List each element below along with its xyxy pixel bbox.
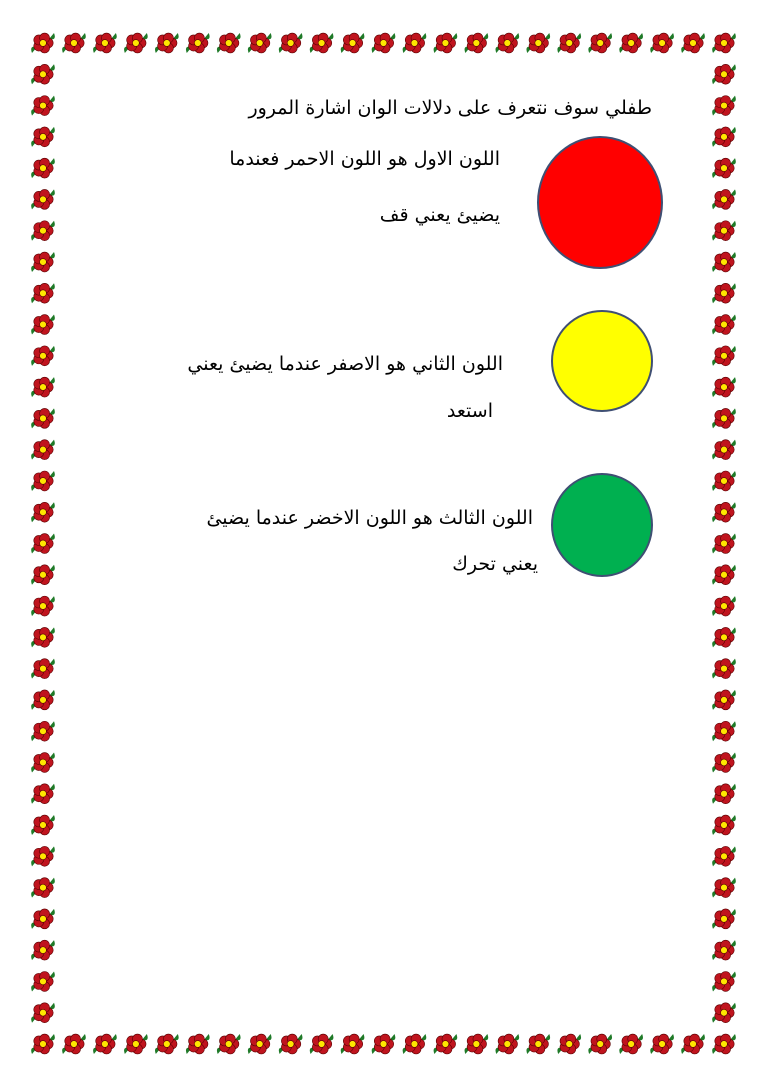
flower-icon (712, 221, 736, 241)
flower-icon (712, 534, 736, 554)
flower-icon (712, 565, 736, 585)
flower-icon (712, 878, 736, 898)
flower-icon (31, 252, 55, 272)
flower-icon (712, 471, 736, 491)
flower-icon (31, 189, 55, 209)
flower-icon (279, 1034, 303, 1054)
flower-icon (712, 846, 736, 866)
flower-icon (31, 221, 55, 241)
flower-icon (31, 596, 55, 616)
flower-icon (650, 33, 674, 53)
flower-icon (712, 971, 736, 991)
flower-icon (31, 502, 55, 522)
flower-icon (310, 1034, 334, 1054)
flower-icon (31, 440, 55, 460)
flower-icon (712, 690, 736, 710)
flower-icon (619, 1034, 643, 1054)
flower-icon (712, 627, 736, 647)
flower-icon (93, 1034, 117, 1054)
flower-icon (31, 534, 55, 554)
flower-icon (31, 846, 55, 866)
flower-icon (155, 1034, 179, 1054)
flower-icon (712, 659, 736, 679)
flower-icon (712, 315, 736, 335)
flower-icon (712, 596, 736, 616)
flower-icon (712, 1003, 736, 1023)
flower-icon (31, 1034, 55, 1054)
flower-icon (712, 940, 736, 960)
flower-icon (434, 33, 458, 53)
flower-icon (372, 33, 396, 53)
flower-icon (403, 1034, 427, 1054)
flower-icon (712, 283, 736, 303)
green-light-text-line-2: يعني تحرك (452, 553, 538, 575)
yellow-light-circle (551, 310, 653, 412)
flower-icon (31, 283, 55, 303)
flower-icon (588, 1034, 612, 1054)
flower-icon (341, 33, 365, 53)
red-light-circle (537, 136, 663, 269)
flower-icon (712, 721, 736, 741)
flower-icon (712, 127, 736, 147)
page-title: طفلي سوف نتعرف على دلالات الوان اشارة المرور (248, 97, 652, 119)
flower-icon (526, 1034, 550, 1054)
flower-icon (712, 96, 736, 116)
flower-icon (31, 377, 55, 397)
flower-icon (62, 1034, 86, 1054)
flower-icon (186, 33, 210, 53)
flower-icon (681, 33, 705, 53)
flower-icon (31, 784, 55, 804)
flower-icon (712, 815, 736, 835)
flower-icon (712, 64, 736, 84)
flower-icon (31, 878, 55, 898)
flower-icon (31, 659, 55, 679)
flower-icon (31, 33, 55, 53)
flower-icon (31, 752, 55, 772)
red-light-text-line-1: اللون الاول هو اللون الاحمر فعندما (229, 148, 500, 170)
flower-icon (619, 33, 643, 53)
flower-icon (557, 33, 581, 53)
flower-icon (93, 33, 117, 53)
flower-icon (31, 346, 55, 366)
flower-icon (279, 33, 303, 53)
flower-icon (31, 940, 55, 960)
flower-icon (31, 471, 55, 491)
flower-icon (341, 1034, 365, 1054)
flower-icon (31, 627, 55, 647)
flower-icon (712, 158, 736, 178)
flower-icon (588, 33, 612, 53)
flower-icon (62, 33, 86, 53)
flower-icon (31, 315, 55, 335)
flower-icon (712, 252, 736, 272)
flower-icon (217, 33, 241, 53)
flower-icon (681, 1034, 705, 1054)
flower-icon (248, 33, 272, 53)
flower-icon (310, 33, 334, 53)
flower-icon (372, 1034, 396, 1054)
flower-icon (31, 909, 55, 929)
red-light-text-line-2: يضيئ يعني قف (379, 204, 500, 226)
flower-icon (526, 33, 550, 53)
flower-icon (712, 346, 736, 366)
flower-icon (434, 1034, 458, 1054)
flower-icon (465, 33, 489, 53)
flower-icon (712, 189, 736, 209)
flower-icon (248, 1034, 272, 1054)
flower-icon (124, 1034, 148, 1054)
flower-icon (557, 1034, 581, 1054)
flower-icon (217, 1034, 241, 1054)
flower-icon (31, 158, 55, 178)
flower-icon (712, 408, 736, 428)
flower-icon (31, 64, 55, 84)
flower-icon (31, 971, 55, 991)
flower-icon (496, 1034, 520, 1054)
flower-icon (712, 909, 736, 929)
flower-icon (496, 33, 520, 53)
flower-icon (712, 784, 736, 804)
flower-icon (712, 752, 736, 772)
flower-icon (712, 377, 736, 397)
flower-icon (31, 690, 55, 710)
flower-icon (31, 127, 55, 147)
flower-icon (712, 33, 736, 53)
flower-icon (31, 815, 55, 835)
flower-icon (155, 33, 179, 53)
flower-icon (31, 1003, 55, 1023)
flower-icon (31, 96, 55, 116)
yellow-light-text-line-1: اللون الثاني هو الاصفر عندما يضيئ يعني (187, 353, 503, 375)
green-light-text-line-1: اللون الثالث هو اللون الاخضر عندما يضيئ (206, 507, 533, 529)
flower-icon (650, 1034, 674, 1054)
flower-icon (31, 408, 55, 428)
flower-icon (465, 1034, 489, 1054)
green-light-circle (551, 473, 653, 577)
flower-icon (712, 440, 736, 460)
flower-icon (186, 1034, 210, 1054)
yellow-light-text-line-2: استعد (446, 400, 493, 422)
flower-icon (124, 33, 148, 53)
flower-icon (712, 502, 736, 522)
flower-icon (31, 721, 55, 741)
flower-icon (31, 565, 55, 585)
flower-icon (712, 1034, 736, 1054)
flower-icon (403, 33, 427, 53)
